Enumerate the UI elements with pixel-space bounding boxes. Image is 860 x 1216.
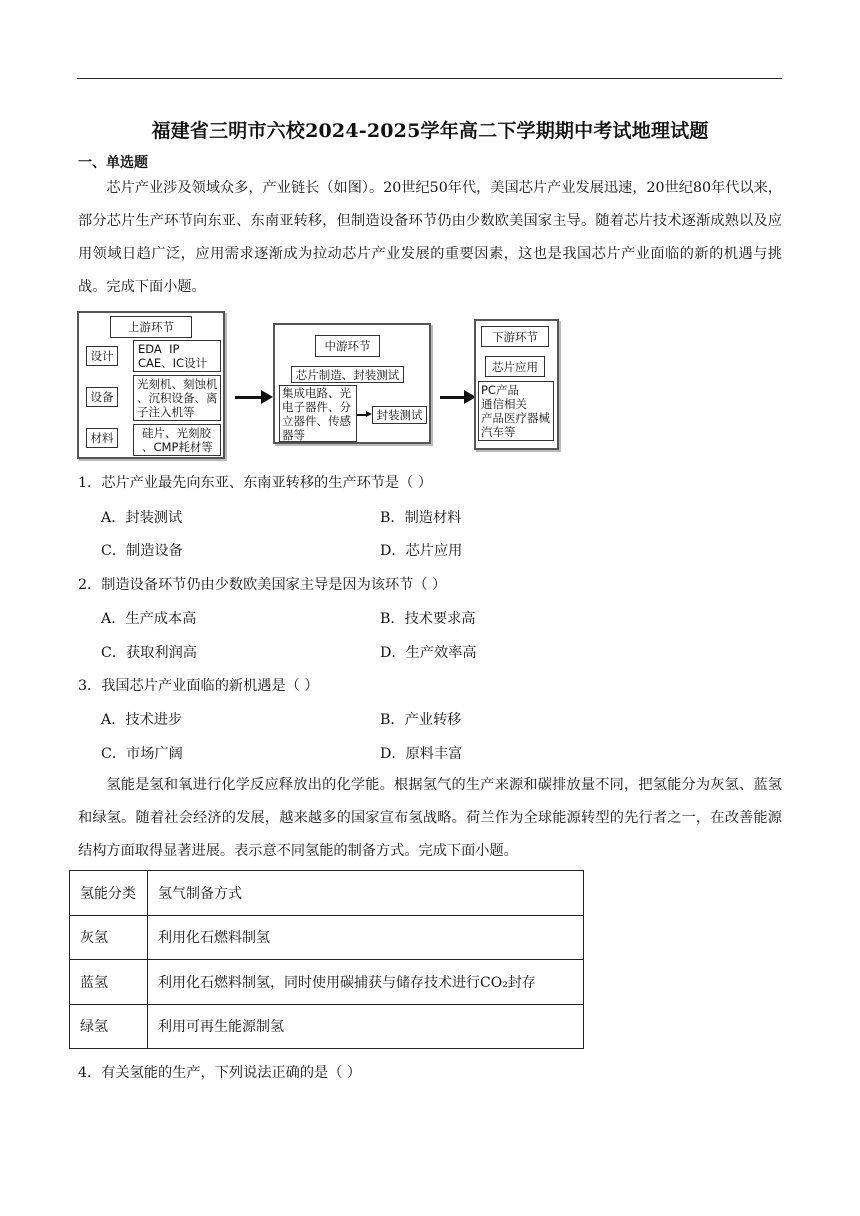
downstream-title-box — [481, 326, 549, 347]
midstream-content-box — [279, 385, 357, 442]
design-content: EDA IP CAE、IC设计 — [138, 342, 208, 370]
q2-option-a[interactable]: A．生产成本高 — [101, 611, 197, 627]
table-row — [70, 1004, 584, 1049]
table-header-cell: 氢能分类 — [70, 871, 148, 916]
q3-option-d[interactable]: D．原料丰富 — [380, 746, 463, 762]
passage-hydrogen: 氢能是氢和氧进行化学反应释放出的化学能。根据氢气的生产来源和碳排放量不同，把氢能分为灰氢、蓝氢和绿氢。随着社会经济的发展，越来越多的国家宣布氢战略。荷兰作为全球能源转型的先行者之一，在改善能源结构方面取得显著进展。表示意不同氢能的制备方式。完成下面小题。 — [78, 777, 782, 859]
downstream-title: 下游环节 — [492, 330, 538, 344]
table-cell: 利用化石燃料制氢，同时使用碳捕获与储存技术进行CO₂封存 — [148, 960, 584, 1005]
table-cell: 利用化石燃料制氢 — [148, 915, 584, 960]
q2-option-b[interactable]: B．技术要求高 — [380, 611, 476, 627]
midstream-subtitle-box — [291, 366, 404, 383]
arrow-to-packaging — [357, 414, 367, 416]
midstream-subtitle: 芯片制造、封装测试 — [295, 368, 400, 382]
arrow-mid-to-down — [440, 396, 466, 399]
table-cell: 利用可再生能源制氢 — [148, 1004, 584, 1049]
arrow-up-to-mid — [235, 396, 263, 399]
table-cell: 灰氢 — [70, 915, 148, 960]
equipment-content-box — [133, 375, 221, 421]
downstream-content: PC产品 通信相关 产品医疗器械 汽车等 — [481, 383, 550, 439]
section-heading: 一、单选题 — [78, 155, 148, 171]
q1-option-b[interactable]: B．制造材料 — [380, 510, 462, 526]
downstream-subtitle-box — [485, 356, 545, 377]
table-header-cell: 氢气制备方式 — [148, 871, 584, 916]
material-content-box — [133, 424, 221, 456]
question-1: 1．芯片产业最先向东亚、东南亚转移的生产环节是（ ） — [78, 475, 433, 491]
table-cell: 蓝氢 — [70, 960, 148, 1005]
q2-option-d[interactable]: D．生产效率高 — [380, 645, 477, 661]
q2-option-c[interactable]: C．获取利润高 — [101, 645, 197, 661]
q1-option-d[interactable]: D．芯片应用 — [380, 543, 463, 559]
midstream-content: 集成电路、光 电子器件、分 立器件、传感 器等 — [282, 386, 351, 442]
material-label-box — [86, 428, 118, 448]
question-3: 3．我国芯片产业面临的新机遇是（ ） — [78, 678, 319, 694]
page-title: 福建省三明市六校2024-2025学年高二下学期期中考试地理试题 — [151, 120, 709, 142]
table-row — [70, 960, 584, 1005]
table-row — [70, 915, 584, 960]
equipment-content: 光刻机、刻蚀机 、沉积设备、离 子注入机等 — [137, 377, 218, 419]
material-content: 硅片、光刻胶 、CMP耗材等 — [142, 426, 213, 454]
equipment-label-box — [86, 387, 118, 407]
question-4: 4．有关氢能的生产，下列说法正确的是（ ） — [78, 1065, 362, 1081]
midstream-title-box — [315, 335, 380, 357]
upstream-title: 上游环节 — [128, 320, 174, 334]
q3-option-a[interactable]: A．技术进步 — [101, 712, 183, 728]
q3-option-c[interactable]: C．市场广阔 — [101, 746, 183, 762]
q1-option-a[interactable]: A．封装测试 — [101, 510, 183, 526]
table-cell: 绿氢 — [70, 1004, 148, 1049]
design-content-box — [133, 340, 221, 372]
design-label: 设计 — [90, 349, 114, 363]
design-label-box — [86, 346, 118, 366]
material-label: 材料 — [90, 431, 114, 445]
upstream-title-box — [110, 316, 192, 338]
midstream-title: 中游环节 — [324, 339, 371, 353]
packaging-box — [372, 406, 427, 424]
packaging-label: 封装测试 — [376, 408, 423, 422]
q1-option-c[interactable]: C．制造设备 — [101, 543, 183, 559]
downstream-subtitle: 芯片应用 — [492, 360, 538, 374]
table-header-row — [70, 871, 584, 916]
downstream-content-box — [478, 381, 554, 441]
question-2: 2．制造设备环节仍由少数欧美国家主导是因为该环节（ ） — [78, 577, 447, 593]
top-rule — [77, 78, 782, 79]
passage-chip-industry: 芯片产业涉及领域众多，产业链长（如图）。20世纪50年代，美国芯片产业发展迅速，20世纪80年代以来，部分芯片生产环节向东亚、东南亚转移，但制造设备环节仍由少数欧美国家主导。随着芯片技术逐渐成熟以及应用领域日趋广泛，应用需求逐渐成为拉动芯片产业发展的重要因素，这也是我国芯片产业面临的新的机遇与挑战。完成下面小题。 — [78, 180, 782, 295]
equipment-label: 设备 — [90, 390, 114, 404]
q3-option-b[interactable]: B．产业转移 — [380, 712, 462, 728]
hydrogen-table — [69, 870, 584, 1049]
